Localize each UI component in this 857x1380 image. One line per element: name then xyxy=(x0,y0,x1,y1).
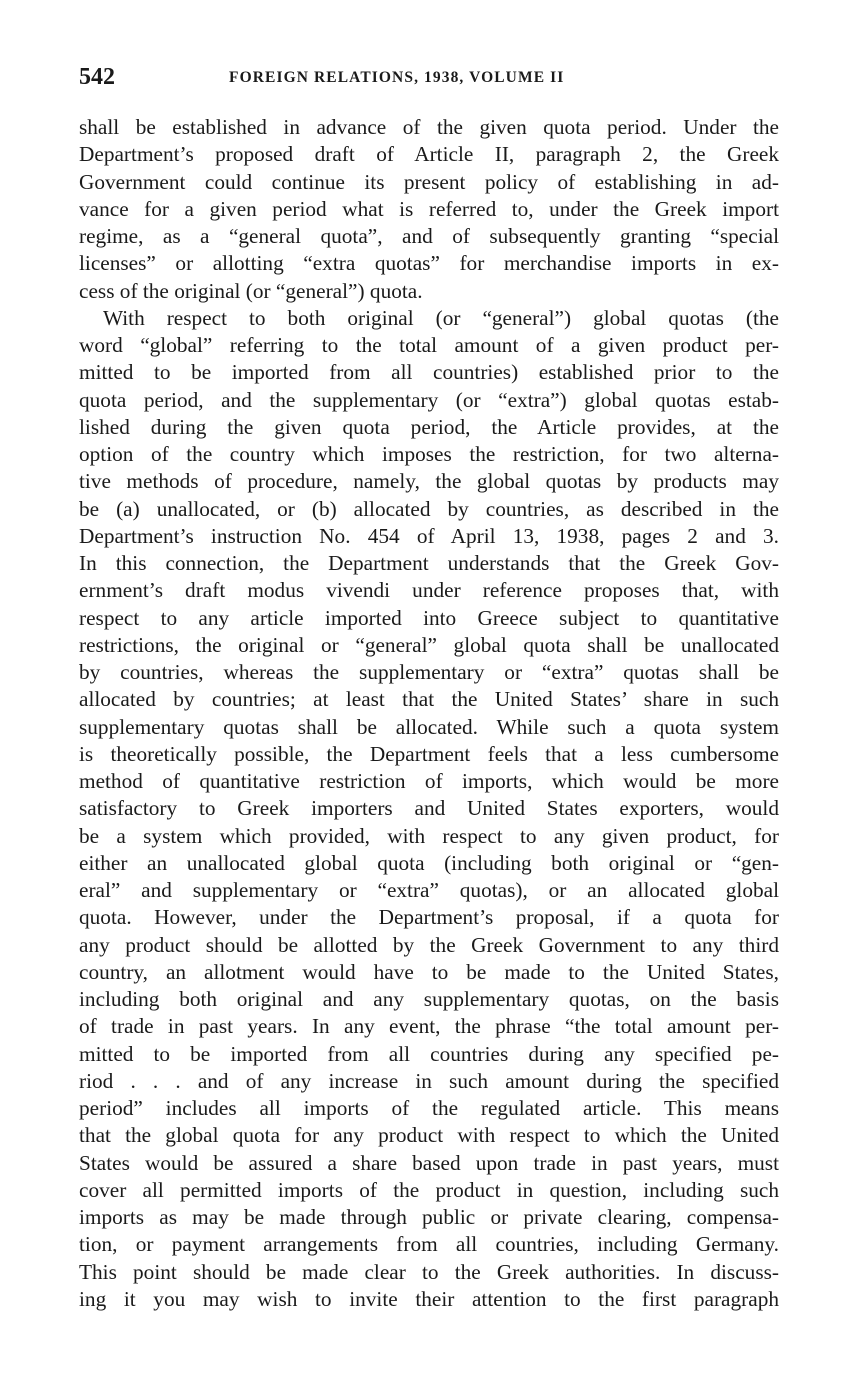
text-line: tive methods of procedure, namely, the global quotas by products may xyxy=(79,469,779,494)
text-line: respect to any article imported into Greece subject to quantitative xyxy=(79,605,779,630)
text-line: regime, as a “general quota”, and of subsequently granting “special xyxy=(79,224,779,248)
text-line: imports as may be made through public or private clearing, compensa- xyxy=(79,1205,779,1229)
text-line: In this connection, the Department understands that the Greek Gov- xyxy=(79,551,779,575)
page-number: 542 xyxy=(79,64,115,90)
text-line: period” includes all imports of the regulated article. This means xyxy=(79,1096,779,1120)
text-line: mitted to be imported from all countries) established prior to the xyxy=(79,360,779,385)
text-line: method of quantitative restriction of imports, which would be more xyxy=(79,769,779,793)
text-line: satisfactory to Greek importers and United States exporters, would xyxy=(79,796,779,821)
text-line: restrictions, the original or “general” global quota shall be unallocated xyxy=(79,632,779,657)
text-line: option of the country which imposes the restriction, for two alterna- xyxy=(79,442,779,466)
running-head: FOREIGN RELATIONS, 1938, VOLUME II xyxy=(229,69,565,86)
text-line: With respect to both original (or “general”) global quotas (the xyxy=(103,305,779,330)
text-line: cover all permitted imports of the product in question, including such xyxy=(79,1177,779,1202)
text-line: either an unallocated global quota (including both original or “gen- xyxy=(79,850,779,875)
text-line: shall be established in advance of the given quota period. Under the xyxy=(79,115,779,139)
text-line: ing it you may wish to invite their attention to the first paragraph xyxy=(79,1286,779,1311)
text-line: eral” and supplementary or “extra” quotas), or an allocated global xyxy=(79,878,779,902)
text-line: that the global quota for any product with respect to which the United xyxy=(79,1123,779,1148)
text-line: word “global” referring to the total amount of a given product per- xyxy=(79,333,779,357)
text-line: including both original and any supplementary quotas, on the basis xyxy=(79,987,779,1011)
text-line: country, an allotment would have to be made to the United States, xyxy=(79,959,779,984)
text-line: Department’s proposed draft of Article II, paragraph 2, the Greek xyxy=(79,142,779,167)
text-line: be (a) unallocated, or (b) allocated by countries, as described in the xyxy=(79,496,779,521)
text-line: be a system which provided, with respect to any given product, for xyxy=(79,823,779,848)
text-line: This point should be made clear to the Greek authorities. In discuss- xyxy=(79,1259,779,1284)
text-line: of trade in past years. In any event, the phrase “the total amount per- xyxy=(79,1014,779,1039)
text-line: allocated by countries; at least that the United States’ share in such xyxy=(79,687,779,712)
text-line: quota. However, under the Department’s proposal, if a quota for xyxy=(79,905,779,930)
text-line: riod . . . and of any increase in such amount during the specified xyxy=(79,1068,779,1093)
text-line: States would be assured a share based upon trade in past years, must xyxy=(79,1150,779,1175)
text-line: ernment’s draft modus vivendi under reference proposes that, with xyxy=(79,578,779,603)
body-text xyxy=(79,114,779,1313)
text-line: mitted to be imported from all countries during any specified pe- xyxy=(79,1041,779,1066)
text-line: Department’s instruction No. 454 of April 13, 1938, pages 2 and 3. xyxy=(79,523,779,548)
text-line: by countries, whereas the supplementary or “extra” quotas shall be xyxy=(79,660,779,684)
document-page xyxy=(79,62,779,1313)
text-line: Government could continue its present policy of establishing in ad- xyxy=(79,169,779,194)
text-line: supplementary quotas shall be allocated. While such a quota system xyxy=(79,714,779,739)
page-header xyxy=(79,62,779,96)
text-line: vance for a given period what is referred to, under the Greek import xyxy=(79,196,779,221)
text-line: any product should be allotted by the Greek Government to any third xyxy=(79,932,779,957)
text-line: tion, or payment arrangements from all countries, including Germany. xyxy=(79,1232,779,1257)
text-line: licenses” or allotting “extra quotas” for merchandise imports in ex- xyxy=(79,251,779,276)
text-line: is theoretically possible, the Department feels that a less cumbersome xyxy=(79,741,779,766)
text-line: cess of the original (or “general”) quota. xyxy=(79,278,423,303)
text-line: quota period, and the supplementary (or “extra”) global quotas estab- xyxy=(79,387,779,412)
text-line: lished during the given quota period, the Article provides, at the xyxy=(79,414,779,439)
